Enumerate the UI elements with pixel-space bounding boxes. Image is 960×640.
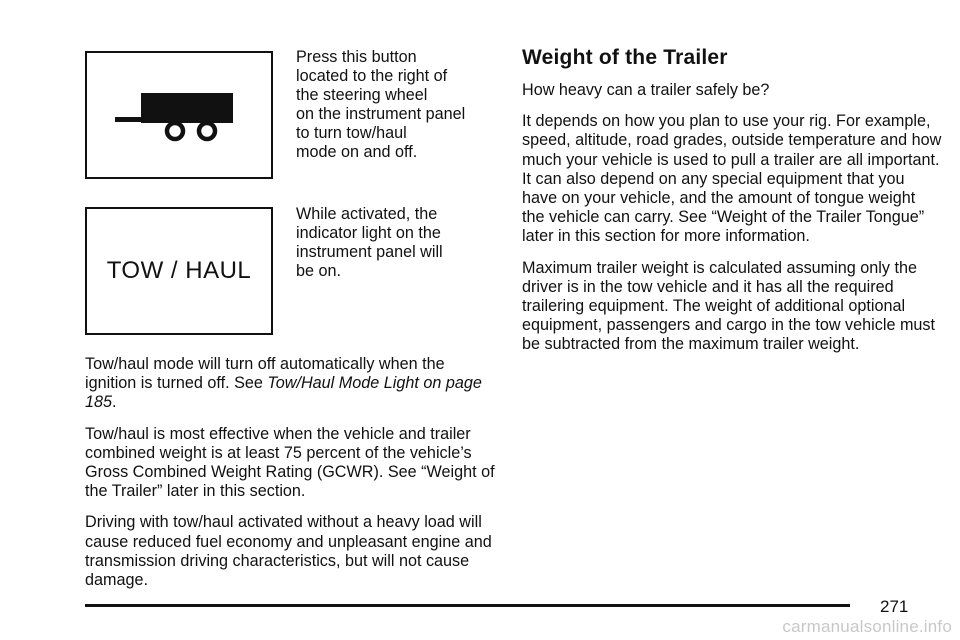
left-column — [85, 355, 495, 602]
paragraph-question: How heavy can a trailer safely be? — [522, 81, 770, 99]
watermark: carmanualsonline.info — [782, 617, 952, 636]
trailer-icon — [87, 53, 271, 177]
text-line: on the instrument panel — [296, 105, 466, 123]
text-line: mode on and off. — [296, 143, 418, 161]
section-heading: Weight of the Trailer — [522, 46, 728, 69]
paragraph-tow-haul-effective: Tow/haul is most effective when the vehicle and trailer combined weight is at least 75 percent of the vehicle’s Gross Combined Weight Rating (GCWR). See “Weight of the Trailer” later in this section. — [85, 424, 495, 501]
paragraph-depends: It depends on how you plan to use your rig. For example, speed, altitude, road grades, outside temperature and how much your vehicle is used to pull a trailer are all important. It can also depend on any special equipment that you have on your vehicle, and the amount of tongue weight the vehicle can carry. See “Weight of the Trailer Tongue” later in this section for more information. — [522, 112, 942, 246]
text-line: While activated, the — [296, 205, 438, 223]
text-line: the steering wheel — [296, 86, 428, 104]
trailer-icon-figure — [85, 51, 273, 179]
text-line: located to the right of — [296, 67, 448, 85]
paragraph-tow-haul-off — [85, 355, 495, 413]
cross-reference-link[interactable]: Tow/Haul Mode Light on page 185 — [85, 374, 482, 412]
paragraph-no-heavy-load: Driving with tow/haul activated without a heavy load will cause reduced fuel economy and unpleasant engine and transmission driving characteristics, but will not cause damage. — [85, 513, 492, 590]
footer-rule — [85, 604, 850, 607]
text-line: to turn tow/haul — [296, 124, 407, 142]
text-line: be on. — [296, 262, 342, 280]
text-line: Press this button — [296, 48, 417, 66]
page-number: 271 — [880, 597, 909, 616]
text-line: instrument panel will — [296, 243, 443, 261]
press-button-text — [296, 48, 496, 162]
text-line: indicator light on the — [296, 224, 441, 242]
towhaul-indicator-figure — [85, 207, 273, 335]
right-column — [522, 45, 942, 367]
while-activated-text — [296, 205, 496, 281]
paragraph-text: . — [112, 393, 117, 412]
paragraph-text: Tow/haul mode will turn off automatically when the ignition is turned off. See — [85, 355, 445, 393]
paragraph-max-weight: Maximum trailer weight is calculated assuming only the driver is in the tow vehicle and it has all the required trailering equipment. The weight of additional optional equipment, passengers and cargo in the tow vehicle must be subtracted from the maximum trailer weight. — [522, 258, 936, 354]
towhaul-indicator-label: TOW / HAUL — [106, 257, 252, 284]
